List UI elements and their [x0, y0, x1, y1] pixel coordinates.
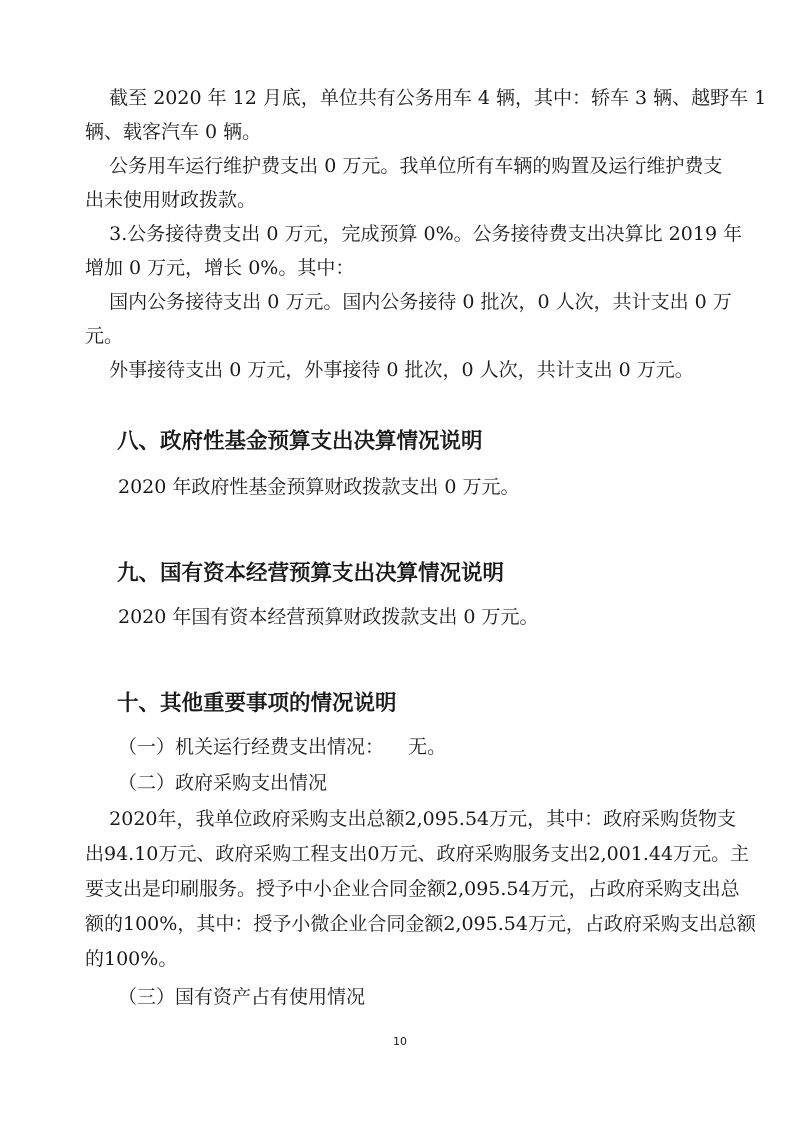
paragraph-line: 的100%。 — [85, 948, 178, 970]
paragraph-line: （三）国有资产占有使用情况 — [118, 986, 366, 1008]
paragraph-line: 出94.10万元、政府采购工程支出0万元、政府采购服务支出2,001.44万元。主 — [85, 843, 750, 865]
paragraph-line: 辆、载客汽车 0 辆。 — [85, 121, 262, 143]
page-number: 10 — [393, 1035, 407, 1048]
paragraph-line: 元。 — [85, 325, 124, 347]
paragraph-line: 出未使用财政拨款。 — [85, 189, 257, 211]
paragraph-line: 截至 2020 年 12 月底，单位共有公务用车 4 辆，其中：轿车 3 辆、越野车 1 — [85, 87, 767, 109]
paragraph-line: 外事接待支出 0 万元，外事接待 0 批次，0 人次，共计支出 0 万元。 — [85, 359, 694, 381]
paragraph-line: 2020年，我单位政府采购支出总额2,095.54万元，其中：政府采购货物支 — [85, 808, 737, 830]
section-heading: 十、其他重要事项的情况说明 — [117, 691, 397, 716]
paragraph-line: 2020 年政府性基金预算财政拨款支出 0 万元。 — [118, 476, 520, 498]
paragraph-line: 国内公务接待支出 0 万元。国内公务接待 0 批次，0 人次，共计支出 0 万 — [85, 291, 732, 313]
section-heading: 八、政府性基金预算支出决算情况说明 — [117, 429, 483, 454]
section-heading: 九、国有资本经营预算支出决算情况说明 — [117, 561, 505, 586]
paragraph-line: （一）机关运行经费支出情况： 无。 — [118, 736, 447, 758]
paragraph-line: 公务用车运行维护费支出 0 万元。我单位所有车辆的购置及运行维护费支 — [85, 155, 723, 177]
paragraph-line: （二）政府采购支出情况 — [118, 772, 328, 794]
paragraph-line: 额的100%，其中：授予小微企业合同金额2,095.54万元，占政府采购支出总额 — [85, 913, 756, 935]
paragraph-line: 3.公务接待费支出 0 万元，完成预算 0%。公务接待费支出决算比 2019 年 — [85, 223, 743, 245]
paragraph-line: 2020 年国有资本经营预算财政拨款支出 0 万元。 — [118, 606, 539, 628]
paragraph-line: 要支出是印刷服务。授予中小企业合同金额2,095.54万元，占政府采购支出总 — [85, 878, 740, 900]
paragraph-line: 增加 0 万元，增长 0%。其中： — [85, 257, 355, 279]
